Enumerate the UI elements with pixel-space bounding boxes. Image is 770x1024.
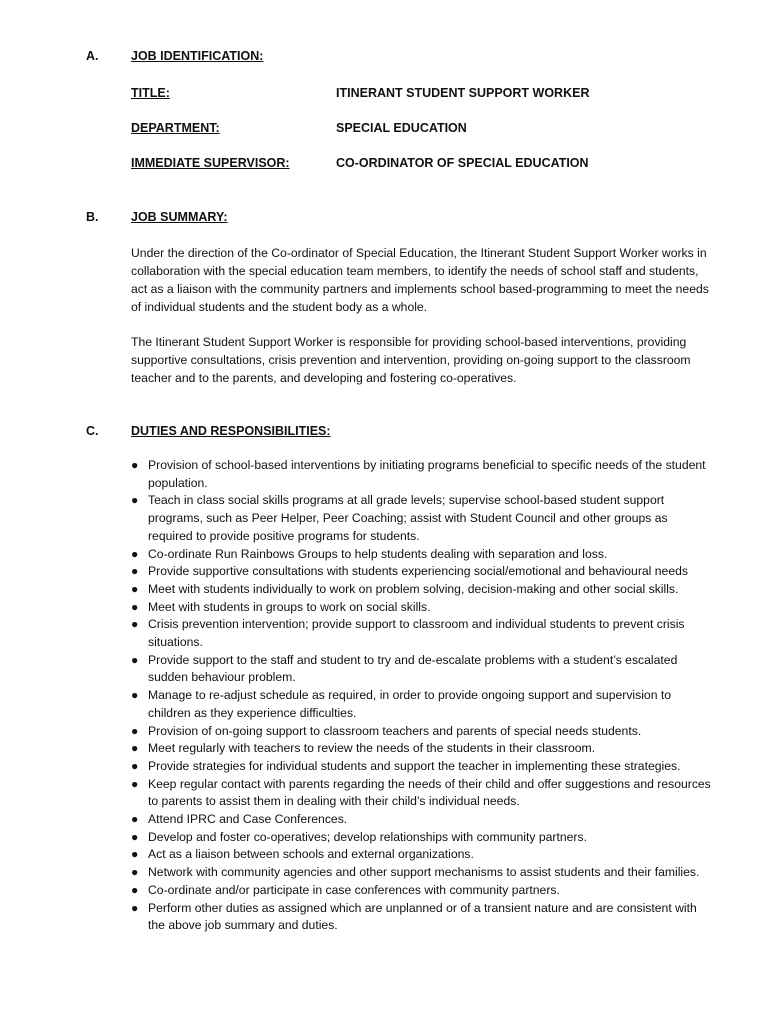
bullet-icon: ● [131, 581, 139, 596]
section-a-heading: JOB IDENTIFICATION: [131, 49, 264, 63]
list-item: ● Network with community agencies and other support mechanisms to assist students and their families. [131, 864, 711, 882]
bullet-icon: ● [131, 865, 139, 880]
bullet-icon: ● [131, 652, 139, 667]
section-b-heading: JOB SUMMARY: [131, 210, 228, 224]
bullet-icon: ● [131, 758, 139, 773]
bullet-icon: ● [131, 723, 139, 738]
bullet-icon: ● [131, 741, 139, 756]
summary-paragraph-1: Under the direction of the Co-ordinator of Special Education, the Itinerant Student Support Worker works in collaboration with the special education team members, to identify the needs of school staff and students, act as a liaison with the community partners and implements school based-programming to meet the needs of individual students and the student body as a whole. [131, 246, 709, 314]
bullet-icon: ● [131, 599, 139, 614]
bullet-icon: ● [131, 458, 139, 472]
bullet-icon: ● [131, 546, 139, 561]
section-a-letter: A. [86, 49, 99, 63]
list-item: ● Teach in class social skills programs at all grade levels; supervise school-based student support programs, such as Peer Helper, Peer Coaching; assist with Student Council and other groups as required to provide positive programs for students. [131, 493, 668, 543]
bullet-icon: ● [131, 617, 139, 632]
list-item: ● Develop and foster co-operatives; develop relationships with community partners. [131, 829, 711, 847]
bullet-icon: ● [131, 564, 139, 579]
bullet-icon: ● [131, 900, 139, 915]
list-item: ● Attend IPRC and Case Conferences. [131, 811, 711, 829]
title-value: ITINERANT STUDENT SUPPORT WORKER [336, 86, 590, 100]
list-item: ● Meet with students in groups to work on social skills. [131, 599, 711, 617]
list-item: ● Meet with students individually to work on problem solving, decision-making and other social skills. [131, 581, 711, 599]
summary-paragraph-2: The Itinerant Student Support Worker is responsible for providing school-based interventions, providing supportive consultations, crisis prevention and intervention, providing on-going support to the classroom teacher and to the parents, and developing and fostering co-operatives. [131, 335, 691, 385]
supervisor-value: CO-ORDINATOR OF SPECIAL EDUCATION [336, 156, 589, 170]
bullet-icon: ● [131, 882, 139, 897]
list-item: ● Provide strategies for individual students and support the teacher in implementing these strategies. [131, 758, 711, 776]
list-item: ● Co-ordinate and/or participate in case conferences with community partners. [131, 882, 711, 900]
title-label: TITLE: [131, 86, 170, 100]
list-item: ● Manage to re-adjust schedule as required, in order to provide ongoing support and supervision to children as they experience difficulties. [131, 688, 672, 720]
bullet-icon: ● [131, 776, 139, 791]
list-item: ● Crisis prevention intervention; provide support to classroom and individual students to prevent crisis situations. [131, 617, 685, 650]
section-c-heading: DUTIES AND RESPONSIBILITIES: [131, 424, 331, 438]
section-c-letter: C. [86, 424, 99, 438]
list-item: ● Act as a liaison between schools and external organizations. [131, 846, 711, 864]
list-item: ● Provide support to the staff and student to try and de-escalate problems with a student’s escalated sudden behaviour problem. [131, 652, 678, 685]
bullet-icon: ● [131, 688, 139, 703]
bullet-icon: ● [131, 847, 139, 862]
bullet-icon: ● [131, 812, 139, 827]
list-item: ● Provision of school-based interventions by initiating programs beneficial to specific needs of the student population. [131, 458, 706, 490]
bullet-icon: ● [131, 829, 139, 844]
department-value: SPECIAL EDUCATION [336, 121, 467, 135]
section-b-letter: B. [86, 210, 99, 224]
list-item: ● Provision of on-going support to classroom teachers and parents of special needs students. [131, 723, 711, 741]
list-item: ● Provide supportive consultations with students experiencing social/emotional and behavioural needs [131, 563, 711, 581]
list-item: ● Keep regular contact with parents regarding the needs of their child and offer suggestions and resources to parents to assist them in dealing with their child’s individual needs. [131, 776, 711, 809]
bullet-icon: ● [131, 493, 139, 508]
list-item: ● Meet regularly with teachers to review the needs of the students in their classroom. [131, 740, 711, 758]
duties-list [131, 457, 711, 935]
list-item: ● Perform other duties as assigned which are unplanned or of a transient nature and are consistent with the above job summary and duties. [131, 900, 697, 933]
list-item: ● Co-ordinate Run Rainbows Groups to help students dealing with separation and loss. [131, 546, 711, 564]
department-label: DEPARTMENT: [131, 121, 220, 135]
supervisor-label: IMMEDIATE SUPERVISOR: [131, 156, 290, 170]
